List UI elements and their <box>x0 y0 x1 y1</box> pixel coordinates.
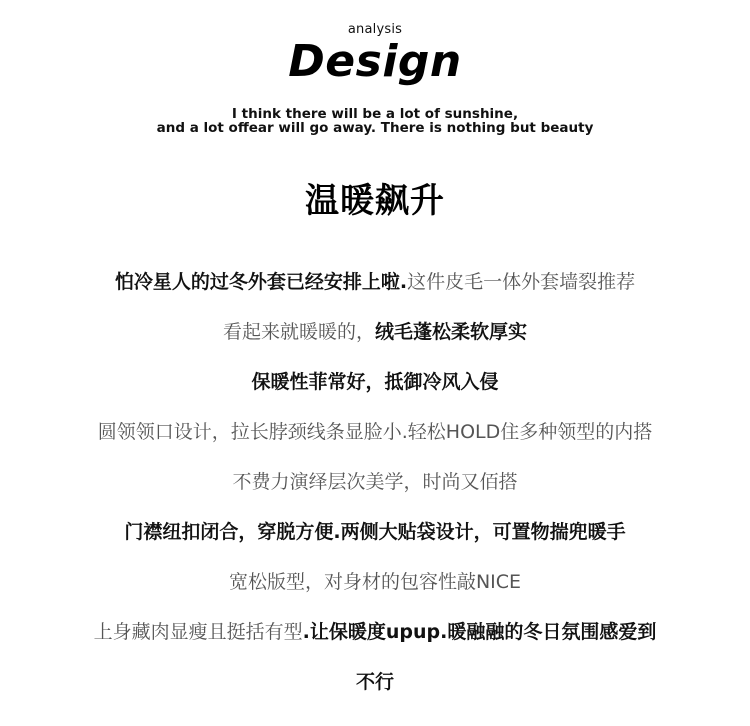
section-title: 温暖飙升 <box>305 181 445 221</box>
paragraph-line-9-bold: 不行 <box>355 671 394 693</box>
analysis-label: analysis <box>347 22 403 37</box>
tagline-line-2: and a lot offear will go away. There is nothing but beauty <box>156 120 594 136</box>
paragraph-line-2-normal: 看起来就暖暖的， <box>222 321 375 343</box>
paragraph-line-5 <box>0 469 750 495</box>
tagline-line-1: I think there will be a lot of sunshine, <box>231 106 519 122</box>
paragraph-line-9 <box>0 669 750 695</box>
paragraph-line-5-normal: 不费力演绎层次美学，时尚又佰搭 <box>232 471 518 493</box>
paragraph-line-2 <box>0 319 750 345</box>
paragraph-line-1-bold: 怕冷星人的过冬外套已经安排上啦. <box>114 271 408 293</box>
paragraph-line-7-normal: 宽松版型，对身材的包容性敲NICE <box>228 571 522 593</box>
paragraph-line-3-bold: 保暖性菲常好，抵御冷风入侵 <box>251 371 499 393</box>
paragraph-line-3 <box>0 369 750 395</box>
design-title: Design <box>288 36 462 87</box>
paragraph-line-8-normal: 上身藏肉显瘦且挺括有型 <box>93 621 303 643</box>
paragraph-line-6-bold: 门襟纽扣闭合，穿脱方便.两侧大贴袋设计，可置物揣兜暖手 <box>124 521 626 543</box>
paragraph-line-7 <box>0 569 750 595</box>
paragraph-line-1-normal: 这件皮毛一体外套墙裂推荐 <box>407 271 636 293</box>
paragraph-line-6 <box>0 519 750 545</box>
paragraph-line-4-normal: 圆领领口设计，拉长脖颈线条显脸小.轻松HOLD住多种领型的内搭 <box>97 421 653 443</box>
paragraph-line-2-bold: 绒毛蓬松柔软厚实 <box>375 321 528 343</box>
paragraph-line-4 <box>0 419 750 445</box>
paragraph-line-8 <box>0 619 750 645</box>
paragraph-line-8-bold: .让保暖度upup.暖融融的冬日氛围感爱到 <box>302 621 657 643</box>
paragraph-line-1 <box>0 269 750 295</box>
